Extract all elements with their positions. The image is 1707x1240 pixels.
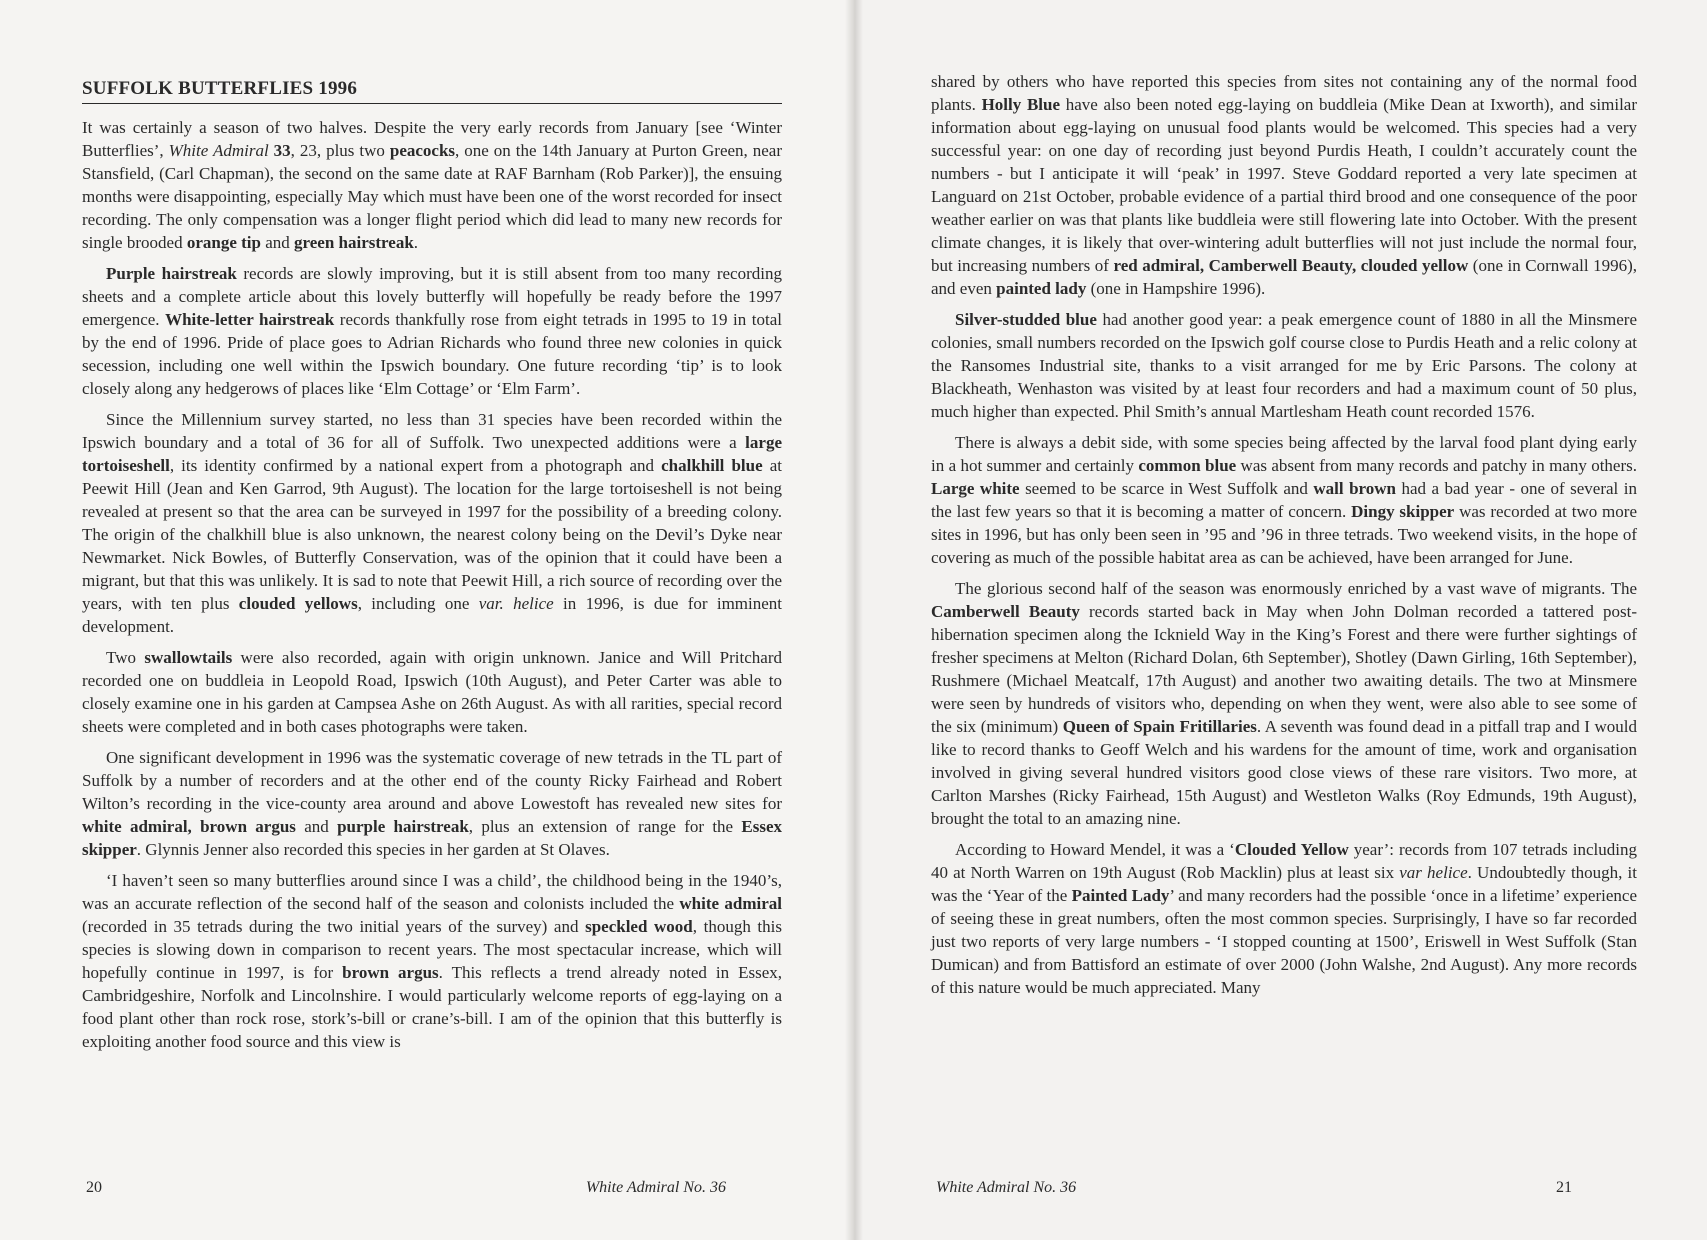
species-name: wall brown bbox=[1313, 479, 1397, 498]
text-run: (one in Cornwall 1996), and even bbox=[931, 256, 1638, 298]
text-run: , its identity confirmed by a national expert from a photograph and bbox=[169, 456, 662, 475]
species-name: white admiral, brown argus bbox=[82, 817, 296, 836]
journal-name: White Admiral No. 36 bbox=[936, 1179, 1077, 1196]
book-gutter bbox=[845, 0, 863, 1240]
left-page bbox=[0, 0, 853, 1240]
italic-text: White Admiral bbox=[168, 141, 269, 160]
species-name: large tortoiseshell bbox=[82, 433, 782, 475]
text-run: . This reflects a trend already noted in Essex, Cambridgeshire, Norfolk and Lincolnshire. I would particularly welcome reports of egg-laying on a food plant other than rock rose, stork’s-bill or crane’s-bill. I am of the opinion that this butterfly is exploiting another food source and this view is bbox=[82, 963, 782, 1051]
text-run: have also been noted egg-laying on buddleia (Mike Dean at Ixworth), and similar information about egg-laying on unusual food plants would be welcomed. This species had a very successful year: on one day of recording just beyond Purdis Heath, I couldn’t accurately count the numbers - but I anticipate it will ‘peak’ in 1997. Steve Goddard reported a very late specimen at Languard on 21st October, probable evidence of a partial third brood and one consequence of the poor weather earlier on was that plants like buddleia were still flowering late into October. With the present climate changes, it is likely that over-wintering adult butterflies will not just include the normal four, but increasing numbers of bbox=[931, 95, 1638, 275]
paragraph bbox=[82, 262, 782, 400]
text-run: seemed to be scarce in West Suffolk and bbox=[1019, 479, 1314, 498]
paragraph bbox=[931, 838, 1637, 999]
italic-text: var helice bbox=[1399, 863, 1468, 882]
species-name: Silver-studded blue bbox=[955, 310, 1097, 329]
species-name: Large white bbox=[931, 479, 1020, 498]
text-run: , 23, plus two bbox=[290, 141, 390, 160]
species-name: peacocks bbox=[389, 141, 456, 160]
left-footer bbox=[86, 1179, 726, 1197]
text-run: (one in Hampshire 1996). bbox=[1086, 279, 1266, 298]
text-run: records started back in May when John Dolman recorded a tattered post-hibernation specimen along the Icknield Way in the King’s Forest and there were further sightings of fresher specimens at Melton (Richard Dolan, 6th September), Shotley (Dawn Girling, 16th September), Rushmere (Michael Meatcalf, 17th August) and another two awaiting details. The two at Minsmere were seen by hundreds of visitors who, depending on when they went, were also able to see some of the six (minimum) bbox=[931, 602, 1637, 736]
text-run: shared by others who have reported this species from sites not containing any of the normal food plants. bbox=[931, 72, 1637, 114]
species-name: White-letter hairstreak bbox=[165, 310, 335, 329]
species-name: orange tip bbox=[186, 233, 261, 252]
text-run: , plus an extension of range for the bbox=[468, 817, 742, 836]
species-name: Essex skipper bbox=[82, 817, 783, 859]
text-run: year’: records from 107 tetrads including 40 at North Warren on 19th August (Rob Macklin) plus at least six bbox=[931, 840, 1637, 882]
text-run: and bbox=[295, 817, 338, 836]
paragraph bbox=[931, 308, 1637, 423]
text-run: According to Howard Mendel, it was a ‘ bbox=[955, 840, 1235, 859]
text-run: records are slowly improving, but it is still absent from too many recording sheets and a complete article about this lovely butterfly will hopefully be ready before the 1997 emergence. bbox=[82, 264, 782, 329]
species-name: 33 bbox=[273, 141, 291, 160]
species-name: Painted Lady bbox=[1071, 886, 1170, 905]
article-title: SUFFOLK BUTTERFLIES 1996 bbox=[82, 78, 782, 104]
paragraph bbox=[82, 746, 782, 861]
species-name: clouded yellows bbox=[238, 594, 358, 613]
species-name: Holly Blue bbox=[981, 95, 1061, 114]
text-run: were also recorded, again with origin unknown. Janice and Will Pritchard recorded one on buddleia in Leopold Road, Ipswich (10th August), and Peter Carter was able to closely examine one in his garden at Campsea Ashe on 26th August. As with all rarities, special record sheets were completed and in both cases photographs were taken. bbox=[82, 648, 782, 736]
paragraph bbox=[82, 408, 782, 638]
species-name: Dingy skipper bbox=[1351, 502, 1455, 521]
text-run: , though this species is slowing down in comparison to recent years. The most spectacular increase, which will hopefully continue in 1997, is for bbox=[82, 917, 782, 982]
left-column bbox=[82, 78, 782, 1053]
paragraph bbox=[931, 577, 1637, 830]
paragraph bbox=[82, 116, 782, 254]
text-run: and bbox=[260, 233, 295, 252]
page-number: 21 bbox=[1556, 1179, 1572, 1196]
text-run: ‘I haven’t seen so many butterflies around since I was a child’, the childhood being in the 1940’s, was an accurate reflection of the second half of the season and colonists included the bbox=[82, 871, 782, 913]
text-run: was recorded at two more sites in 1996, but has only been seen in ’95 and ’96 in three tetrads. Two weekend visits, in the hope of covering as much of the possible habitat area as can be achieved, have been arranged for June. bbox=[931, 502, 1637, 567]
paragraph bbox=[82, 646, 782, 738]
species-name: red admiral, Camberwell Beauty, clouded yellow bbox=[1113, 256, 1469, 275]
text-run: had another good year: a peak emergence count of 1880 in all the Minsmere colonies, small numbers recorded on the Ipswich golf course close to Purdis Heath and a relic colony at the Ransomes Industrial site, thanks to a visit arranged for me by Eric Parsons. The colony at Blackheath, Wenhaston was visited by at least four recorders and had a maximum count of 50 plus, much higher than expected. Phil Smith’s annual Martlesham Heath count recorded 1576. bbox=[931, 310, 1638, 421]
text-run: , one on the 14th January at Purton Green, near Stansfield, (Carl Chapman), the second on the same date at RAF Barnham (Rob Parker)], the ensuing months were disappointing, especially May which must have been one of the worst recorded for insect recording. The only compensation was a longer flight period which did lead to many new records for single brooded bbox=[82, 141, 783, 252]
species-name: white admiral bbox=[679, 894, 782, 913]
text-run: at Peewit Hill (Jean and Ken Garrod, 9th August). The location for the large tortoiseshell is not being revealed at present so that the area can be surveyed in 1997 for the possibility of a breeding colony. The origin of the chalkhill blue is also unknown, the nearest colony being on the Devil’s Dyke near Newmarket. Nick Bowles, of Butterfly Conservation, was of the opinion that it could have been a migrant, but that this was unlikely. It is sad to note that Peewit Hill, a rich source of recording over the years, with ten plus bbox=[82, 456, 782, 613]
text-run: The glorious second half of the season was enormously enriched by a vast wave of migrants. The bbox=[955, 579, 1637, 598]
text-run: in 1996, is due for imminent development. bbox=[82, 594, 783, 636]
text-run: Two bbox=[106, 648, 145, 667]
text-run: It was certainly a season of two halves. Despite the very early records from January [see ‘Winter Butterflies’, bbox=[82, 118, 782, 160]
text-run: , including one bbox=[357, 594, 479, 613]
species-name: chalkhill blue bbox=[661, 456, 763, 475]
text-run: One significant development in 1996 was the systematic coverage of new tetrads in the TL part of Suffolk by a number of recorders and at the other end of the county Ricky Fairhead and Robert Wilton’s recording in the vice-county area around and above Lowestoft has revealed new sites for bbox=[82, 748, 782, 813]
text-run: had a bad year - one of several in the last few years so that it is becoming a matter of concern. bbox=[931, 479, 1637, 521]
species-name: painted lady bbox=[996, 279, 1087, 298]
species-name: Queen of Spain Fritillaries bbox=[1062, 717, 1257, 736]
journal-name: White Admiral No. 36 bbox=[585, 1179, 726, 1196]
right-page bbox=[853, 0, 1707, 1240]
right-footer bbox=[936, 1179, 1572, 1197]
species-name: Purple hairstreak bbox=[106, 264, 237, 283]
species-name: green hairstreak bbox=[294, 233, 414, 252]
species-name: speckled wood bbox=[585, 917, 693, 936]
species-name: Camberwell Beauty bbox=[931, 602, 1080, 621]
text-run: Since the Millennium survey started, no less than 31 species have been recorded within the Ipswich boundary and a total of 36 for all of Suffolk. Two unexpected additions were a bbox=[82, 410, 782, 452]
paragraph bbox=[931, 431, 1637, 569]
text-run: ’ and many recorders had the possible ‘once in a lifetime’ experience of seeing these in great numbers, often the most common species. Surprisingly, I have so far recorded just two reports of very large numbers - ‘I stopped counting at 1500’, Eriswell in West Suffolk (Stan Dumican) and from Battisford an estimate of over 2000 (John Walshe, 2nd August). Any more records of this nature would be much appreciated. Many bbox=[931, 886, 1637, 997]
species-name: Clouded Yellow bbox=[1234, 840, 1349, 859]
text-run: . Glynnis Jenner also recorded this species in her garden at St Olaves. bbox=[136, 840, 610, 859]
text-run: was absent from many records and patchy in many others. bbox=[1236, 456, 1638, 475]
species-name: purple hairstreak bbox=[337, 817, 469, 836]
text-run: (recorded in 35 tetrads during the two initial years of the survey) and bbox=[82, 917, 586, 936]
text-run: . A seventh was found dead in a pitfall trap and I would like to record thanks to Geoff Welch and his wardens for the amount of time, work and organisation involved in giving several hundred visitors good close views of these rare visitors. Two more, at Carlton Marshes (Ricky Fairhead, 15th August) and Westleton Walks (Roy Edmunds, 19th August), brought the total to an amazing nine. bbox=[931, 717, 1638, 828]
paragraph bbox=[82, 869, 782, 1053]
text-run: records thankfully rose from eight tetrads in 1995 to 19 in total by the end of 1996. Pride of place goes to Adrian Richards who found three new colonies in quick secession, including one well within the Ipswich boundary. One future recording ‘tip’ is to look closely along any hedgerows of places like ‘Elm Cottage’ or ‘Elm Farm’. bbox=[82, 310, 782, 398]
italic-text: var. helice bbox=[478, 594, 554, 613]
text-run: There is always a debit side, with some species being affected by the larval food plant dying early in a hot summer and certainly bbox=[931, 433, 1637, 475]
paragraph bbox=[931, 70, 1637, 300]
right-column bbox=[931, 70, 1637, 999]
species-name: common blue bbox=[1138, 456, 1237, 475]
text-run: . Undoubtedly though, it was the ‘Year of the bbox=[931, 863, 1637, 905]
text-run: . bbox=[413, 233, 419, 252]
page-number: 20 bbox=[86, 1179, 102, 1196]
species-name: brown argus bbox=[342, 963, 439, 982]
species-name: swallowtails bbox=[144, 648, 233, 667]
